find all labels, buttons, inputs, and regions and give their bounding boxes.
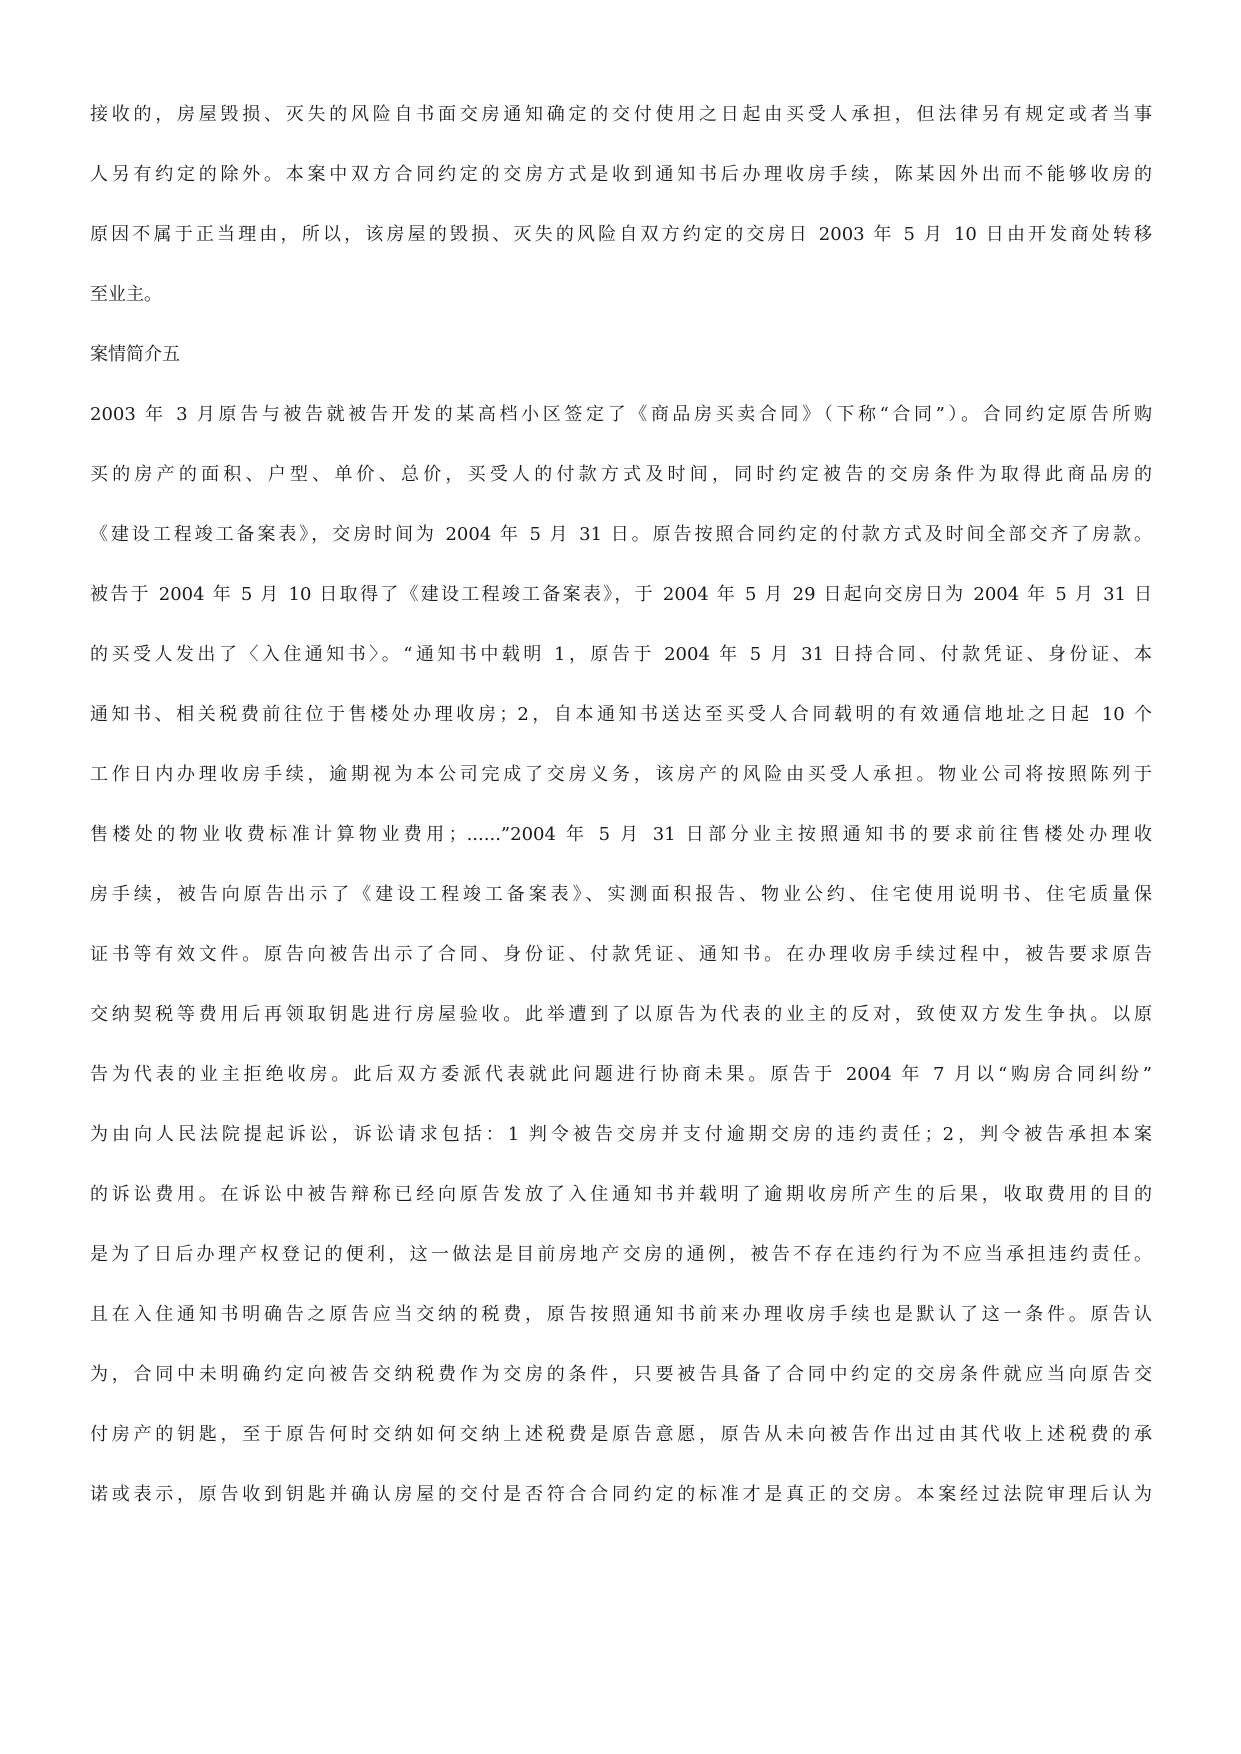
section-heading: 案情简介五 (90, 344, 180, 365)
text-line: 是为了日后办理产权登记的便利，这一做法是目前房地产交房的通例，被告不存在违约行为不应当承担违约责任。 (90, 1244, 1152, 1265)
text-line: 且在入住通知书明确告之原告应当交纳的税费，原告按照通知书前来办理收房手续也是默认了这一条件。原告认 (90, 1304, 1152, 1325)
text-line: 人另有约定的除外。本案中双方合同约定的交房方式是收到通知书后办理收房手续，陈某因外出而不能够收房的 (90, 164, 1152, 185)
text-line: 证书等有效文件。原告向被告出示了合同、身份证、付款凭证、通知书。在办理收房手续过程中，被告要求原告 (90, 944, 1152, 965)
text-line: 告为代表的业主拒绝收房。此后双方委派代表就此问题进行协商未果。原告于 2004 年 7 月以“购房合同纠纷” (90, 1064, 1152, 1085)
text-line: 工作日内办理收房手续，逾期视为本公司完成了交房义务，该房产的风险由买受人承担。物业公司将按照陈列于 (90, 764, 1152, 785)
text-line: 至业主。 (90, 284, 162, 305)
text-line: 的买受人发出了〈入住通知书〉。“通知书中载明 1，原告于 2004 年 5 月 31 日持合同、付款凭证、身份证、本 (90, 644, 1152, 665)
text-line: 为由向人民法院提起诉讼，诉讼请求包括：1 判令被告交房并支付逾期交房的违约责任；2，判令被告承担本案 (90, 1124, 1152, 1145)
document-body (90, 104, 1152, 1544)
text-line: 被告于 2004 年 5 月 10 日取得了《建设工程竣工备案表》，于 2004 年 5 月 29 日起向交房日为 2004 年 5 月 31 日 (90, 584, 1152, 605)
text-line: 的诉讼费用。在诉讼中被告辩称已经向原告发放了入住通知书并载明了逾期收房所产生的后果，收取费用的目的 (90, 1184, 1152, 1205)
text-line: 2003 年 3 月原告与被告就被告开发的某高档小区签定了《商品房买卖合同》（下称“合同”）。合同约定原告所购 (90, 404, 1152, 425)
text-line: 接收的，房屋毁损、灭失的风险自书面交房通知确定的交付使用之日起由买受人承担，但法律另有规定或者当事 (90, 104, 1152, 125)
text-line: 售楼处的物业收费标准计算物业费用；......”2004 年 5 月 31 日部分业主按照通知书的要求前往售楼处办理收 (90, 824, 1152, 845)
text-line: 房手续，被告向原告出示了《建设工程竣工备案表》、实测面积报告、物业公约、住宅使用说明书、住宅质量保 (90, 884, 1152, 905)
text-line: 付房产的钥匙，至于原告何时交纳如何交纳上述税费是原告意愿，原告从未向被告作出过由其代收上述税费的承 (90, 1424, 1152, 1445)
text-line: 为，合同中未明确约定向被告交纳税费作为交房的条件，只要被告具备了合同中约定的交房条件就应当向原告交 (90, 1364, 1152, 1385)
text-line: 通知书、相关税费前往位于售楼处办理收房；2，自本通知书送达至买受人合同载明的有效通信地址之日起 10 个 (90, 704, 1152, 725)
text-line: 买的房产的面积、户型、单价、总价，买受人的付款方式及时间，同时约定被告的交房条件为取得此商品房的 (90, 464, 1152, 485)
text-line: 《建设工程竣工备案表》，交房时间为 2004 年 5 月 31 日。原告按照合同约定的付款方式及时间全部交齐了房款。 (90, 524, 1152, 545)
text-line: 交纳契税等费用后再领取钥匙进行房屋验收。此举遭到了以原告为代表的业主的反对，致使双方发生争执。以原 (90, 1004, 1152, 1025)
text-line: 诺或表示，原告收到钥匙并确认房屋的交付是否符合合同约定的标准才是真正的交房。本案经过法院审理后认为 (90, 1484, 1152, 1505)
text-line: 原因不属于正当理由，所以，该房屋的毁损、灭失的风险自双方约定的交房日 2003 年 5 月 10 日由开发商处转移 (90, 224, 1152, 245)
